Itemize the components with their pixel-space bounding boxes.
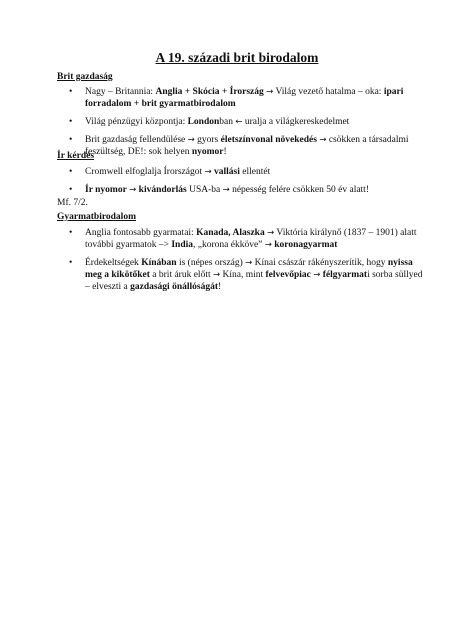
list-item: • Anglia fontosabb gyarmatai: Kanada, Alaszka → Viktória királynő (1837 – 1901) alatt további gyarmatok –> India, „korona ékköve” → koronagyarmat <box>57 227 427 251</box>
arrow-right-icon: → <box>264 240 272 250</box>
heading-irish-question: Ír kérdés <box>57 151 95 161</box>
arrow-right-icon: → <box>245 258 253 268</box>
list-colonial-empire <box>57 227 427 299</box>
arrow-right-icon: → <box>187 135 195 145</box>
arrow-right-icon: → <box>129 185 137 195</box>
arrow-right-icon: → <box>212 270 221 280</box>
list-brit-economy <box>57 86 427 164</box>
list-item: • Érdekeltségek Kínában is (népes ország) → Kínai császár rákényszerítik, hogy nyissa meg a kikötőket a brit áruk előtt → Kína, mint felvevőpiac → félgyarmati sorba süllyed – elveszti a gazdasági önállóságát! <box>57 257 427 293</box>
list-item: • Ír nyomor → kivándorlás USA-ba → népesség felére csökken 50 év alatt! <box>57 184 427 196</box>
list-item: • Nagy – Britannia: Anglia + Skócia + Írország → Világ vezető hatalma – oka: ipari forradalom + brit gyarmatbirodalom <box>57 86 427 110</box>
arrow-right-icon: → <box>319 135 327 145</box>
list-irish-question <box>57 166 427 202</box>
note-mf: Mf. 7/2. <box>57 198 88 208</box>
heading-colonial-empire: Gyarmatbirodalom <box>57 212 136 222</box>
list-item: • Brit gazdaság fellendülése → gyors életszínvonal növekedés → csökken a társadalmi feszültség, DE!: sok helyen nyomor! <box>57 134 427 158</box>
list-item: • Cromwell elfoglalja Írországot → vallási ellentét <box>57 166 427 178</box>
arrow-right-icon: → <box>267 228 275 238</box>
arrow-right-icon: → <box>266 87 274 97</box>
page-title: A 19. századi brit birodalom <box>155 50 319 65</box>
arrow-right-icon: → <box>204 167 212 177</box>
list-item: • Világ pénzügyi központja: Londonban ← uralja a világkereskedelmet <box>57 116 427 128</box>
heading-brit-economy: Brit gazdaság <box>57 72 113 82</box>
arrow-left-icon: ← <box>235 117 243 127</box>
arrow-right-icon: → <box>222 185 230 195</box>
arrow-right-icon: → <box>313 270 321 280</box>
